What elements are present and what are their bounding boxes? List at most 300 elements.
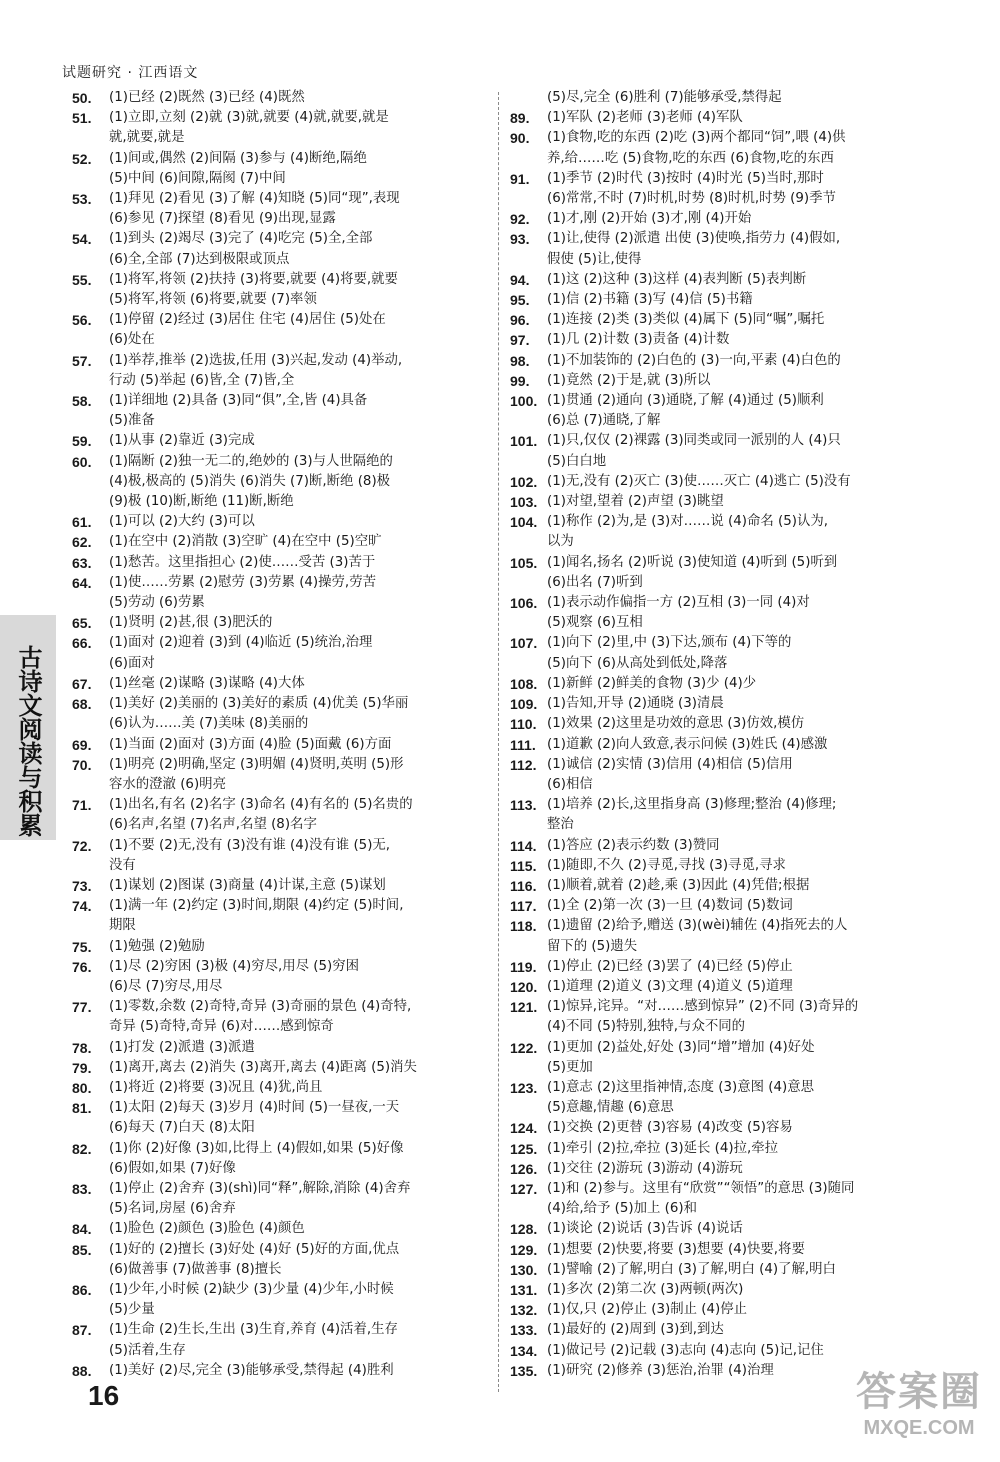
- answer-line: [72, 755, 480, 775]
- answer-line: [72, 815, 480, 835]
- answer-line: [72, 189, 480, 209]
- answer-line: [72, 1017, 480, 1037]
- answer-text: 奇异 (5)奇特,奇异 (6)对……感到惊奇: [109, 1019, 334, 1035]
- answer-line: [72, 1240, 480, 1260]
- answer-line: [72, 532, 480, 552]
- answer-line: [72, 1179, 480, 1199]
- answer-number: 97.: [510, 332, 530, 349]
- answer-line: [510, 795, 925, 815]
- answer-text: (1)已经 (2)既然 (3)已经 (4)既然: [109, 90, 305, 105]
- answer-number: 69.: [72, 736, 92, 753]
- answer-number: [510, 250, 547, 270]
- answer-number: 124.: [510, 1120, 538, 1137]
- answer-text: (4)不同 (5)特别,独特,与众不同的: [547, 1019, 746, 1035]
- answer-text: (1)向下 (2)里,中 (3)下达,颁布 (4)下等的: [547, 635, 792, 651]
- answer-line: [72, 512, 480, 532]
- answer-line: [72, 674, 480, 694]
- answer-number: [510, 1058, 547, 1078]
- answer-number: 135.: [510, 1362, 538, 1379]
- answer-text: (1)食物,吃的东西 (2)吃 (3)两个都同“饲”,喂 (4)供: [547, 130, 846, 146]
- answer-text: (1)详细地 (2)具备 (3)同“俱”,全,皆 (4)具备: [109, 393, 368, 409]
- answer-number: [72, 714, 109, 734]
- answer-text: (1)对望,望着 (2)声望 (3)眺望: [547, 494, 724, 510]
- answer-text: (1)不加装饰的 (2)白色的 (3)一向,平素 (4)白色的: [547, 352, 841, 368]
- answer-line: [510, 957, 925, 977]
- answer-text: (1)愁苦。这里指担心 (2)使……受苦 (3)苦于: [109, 554, 376, 570]
- answer-text: (5)劳动 (6)劳累: [109, 595, 205, 611]
- answer-line: [72, 310, 480, 330]
- answer-text: (1)出名,有名 (2)名字 (3)命名 (4)有名的 (5)名贵的: [109, 797, 413, 813]
- answer-line: [510, 977, 925, 997]
- answer-number: 102.: [510, 473, 538, 490]
- answer-text: (1)军队 (2)老师 (3)老师 (4)军队: [547, 110, 743, 126]
- answer-text: 以为: [547, 534, 574, 550]
- answer-number: [72, 1017, 109, 1037]
- answer-number: 116.: [510, 877, 537, 894]
- answer-line: [72, 229, 480, 249]
- answer-line: [72, 593, 480, 613]
- answer-text: (1)停留 (2)经过 (3)居住 住宅 (4)居住 (5)处在: [109, 312, 386, 328]
- answer-line: [510, 937, 925, 957]
- answer-text: (1)季节 (2)时代 (3)按时 (4)时光 (5)当时,那时: [547, 170, 824, 186]
- answer-text: (1)离开,离去 (2)消失 (3)离开,离去 (4)距离 (5)消失: [109, 1059, 417, 1075]
- answer-number: 119.: [510, 958, 537, 975]
- answer-number: 68.: [72, 696, 92, 713]
- answer-number: 88.: [72, 1362, 92, 1379]
- answer-number: 112.: [510, 756, 537, 773]
- answer-number: 66.: [72, 635, 92, 652]
- answer-text: (1)培养 (2)长,这里指身高 (3)修理;整治 (4)修理;: [547, 797, 837, 813]
- answer-text: (1)满一年 (2)约定 (3)时间,期限 (4)约定 (5)时间,: [109, 898, 404, 914]
- answer-line: [72, 128, 480, 148]
- answer-number: 92.: [510, 211, 530, 228]
- answer-line: [510, 613, 925, 633]
- answer-text: (1)和 (2)参与。这里有“欣赏”“领悟”的意思 (3)随同: [547, 1180, 855, 1196]
- answer-number: 115.: [510, 857, 537, 874]
- answer-line: [510, 351, 925, 371]
- answer-line: [72, 431, 480, 451]
- answer-number: 104.: [510, 514, 538, 531]
- page-number: 16: [88, 1380, 120, 1411]
- answer-number: 52.: [72, 150, 92, 167]
- answer-number: 128.: [510, 1221, 538, 1238]
- answer-number: 87.: [72, 1322, 92, 1339]
- answer-text: (1)竟然 (2)于是,就 (3)所以: [547, 372, 711, 388]
- answer-line: [510, 108, 925, 128]
- answer-number: 98.: [510, 352, 530, 369]
- answer-number: 74.: [72, 898, 92, 915]
- answer-text: (1)交换 (2)更替 (3)容易 (4)改变 (5)容易: [547, 1120, 793, 1136]
- answer-line: [510, 128, 925, 148]
- answer-text: (1)牵引 (2)拉,牵拉 (3)延长 (4)拉,牵拉: [547, 1140, 779, 1156]
- answer-text: (1)几 (2)计数 (3)责备 (4)计数: [547, 332, 730, 348]
- answer-line: [510, 654, 925, 674]
- answer-number: 59.: [72, 433, 92, 450]
- answer-line: [72, 1078, 480, 1098]
- answer-line: [510, 310, 925, 330]
- answer-text: (1)效果 (2)这里是功效的意思 (3)仿效,模仿: [547, 716, 805, 732]
- answer-text: (1)到头 (2)竭尽 (3)完了 (4)吃完 (5)全,全部: [109, 231, 373, 247]
- answer-line: [72, 1058, 480, 1078]
- answer-line: [72, 411, 480, 431]
- answer-line: [72, 270, 480, 290]
- answer-line: [510, 1240, 925, 1260]
- answer-line: [510, 209, 925, 229]
- answer-number: [510, 937, 547, 957]
- answer-line: [510, 916, 925, 936]
- answer-text: (4)给,给予 (5)加上 (6)和: [547, 1201, 698, 1217]
- answer-number: 90.: [510, 130, 530, 147]
- answer-line: [72, 1341, 480, 1361]
- answer-number: 117.: [510, 898, 537, 915]
- answer-text: (1)停止 (2)已经 (3)罢了 (4)已经 (5)停止: [547, 958, 793, 974]
- watermark-url: MXQE.COM: [863, 1417, 975, 1439]
- answer-text: (1)这 (2)这种 (3)这样 (4)表判断 (5)表判断: [547, 271, 807, 287]
- answer-text: (1)多次 (2)第二次 (3)两顿(两次): [547, 1281, 744, 1297]
- answer-line: [72, 836, 480, 856]
- answer-line: [510, 1038, 925, 1058]
- answer-line: [510, 876, 925, 896]
- answer-line: [510, 492, 925, 512]
- answer-text: (1)少年,小时候 (2)缺少 (3)少量 (4)少年,小时候: [109, 1281, 394, 1297]
- answer-line: [72, 1260, 480, 1280]
- answer-text: (1)做记号 (2)记载 (3)志向 (4)志向 (5)记,记住: [547, 1342, 824, 1358]
- answer-text: (5)向下 (6)从高处到低处,降落: [547, 655, 728, 671]
- answer-line: [72, 856, 480, 876]
- answer-number: 77.: [72, 999, 92, 1016]
- answer-text: (6)做善事 (7)做善事 (8)擅长: [109, 1261, 282, 1277]
- answer-line: [72, 997, 480, 1017]
- watermark: [856, 1360, 982, 1440]
- answer-text: (1)只,仅仅 (2)裸露 (3)同类或同一派别的人 (4)只: [547, 433, 841, 449]
- answer-number: [510, 452, 547, 472]
- answer-number: 80.: [72, 1079, 92, 1096]
- answer-line: [72, 351, 480, 371]
- answer-text: (1)让,使得 (2)派遣 出使 (3)使唤,指劳力 (4)假如,: [547, 231, 841, 247]
- answer-number: 63.: [72, 554, 92, 571]
- answer-text: (1)美好 (2)尽,完全 (3)能够承受,禁得起 (4)胜利: [109, 1362, 394, 1378]
- answer-text: (1)才,刚 (2)开始 (3)才,刚 (4)开始: [547, 211, 752, 227]
- answer-number: 65.: [72, 615, 92, 632]
- answer-number: 62.: [72, 534, 92, 551]
- answer-text: (1)隔断 (2)独一无二的,绝妙的 (3)与人世隔绝的: [109, 453, 393, 469]
- answer-line: [72, 633, 480, 653]
- answer-line: [510, 250, 925, 270]
- answer-number: 64.: [72, 574, 92, 591]
- answer-line: [510, 270, 925, 290]
- answer-text: (6)假如,如果 (7)好像: [109, 1160, 236, 1176]
- answer-line: [510, 1219, 925, 1239]
- answer-line: [510, 735, 925, 755]
- answer-text: (1)仅,只 (2)停止 (3)制止 (4)停止: [547, 1302, 748, 1318]
- answer-text: (5)观察 (6)互相: [547, 615, 643, 631]
- answer-line: [72, 775, 480, 795]
- answer-number: [72, 492, 109, 512]
- answer-text: (1)谋划 (2)图谋 (3)商量 (4)计谋,主意 (5)谋划: [109, 877, 386, 893]
- answer-number: 76.: [72, 958, 92, 975]
- answer-number: 84.: [72, 1221, 92, 1238]
- answer-text: (1)贤明 (2)甚,很 (3)肥沃的: [109, 615, 273, 631]
- answer-number: 53.: [72, 191, 92, 208]
- answer-number: [72, 128, 109, 148]
- answer-line: [510, 1320, 925, 1340]
- answer-line: [510, 1058, 925, 1078]
- answer-line: [72, 250, 480, 270]
- answer-line: [72, 896, 480, 916]
- answer-line: [72, 1300, 480, 1320]
- answer-line: [510, 896, 925, 916]
- answer-text: (1)将近 (2)将要 (3)况且 (4)犹,尚且: [109, 1079, 323, 1095]
- answer-line: [510, 1139, 925, 1159]
- answer-number: 122.: [510, 1039, 538, 1056]
- answer-number: [510, 532, 547, 552]
- answer-line: [510, 815, 925, 835]
- answer-number: 100.: [510, 393, 538, 410]
- right-column: [510, 88, 925, 1381]
- answer-text: (1)举荐,推举 (2)选拔,任用 (3)兴起,发动 (4)举动,: [109, 352, 403, 368]
- answer-text: (5)名词,房屋 (6)舍弃: [109, 1201, 236, 1217]
- answer-text: (6)出名 (7)听到: [547, 574, 643, 590]
- answer-number: 118.: [510, 918, 537, 935]
- answer-number: [510, 1199, 547, 1219]
- answer-text: (1)你 (2)好像 (3)如,比得上 (4)假如,如果 (5)好像: [109, 1140, 404, 1156]
- answer-number: 99.: [510, 372, 530, 389]
- answer-text: (1)美好 (2)美丽的 (3)美好的素质 (4)优美 (5)华丽: [109, 696, 409, 712]
- answer-number: [72, 1199, 109, 1219]
- answer-line: [72, 613, 480, 633]
- answer-number: [72, 209, 109, 229]
- answer-line: [72, 492, 480, 512]
- answer-line: [510, 472, 925, 492]
- answer-line: [72, 1361, 480, 1381]
- answer-number: 79.: [72, 1059, 92, 1076]
- answer-line: [510, 1179, 925, 1199]
- answer-line: [72, 916, 480, 936]
- answer-text: (5)将军,将领 (6)将要,就要 (7)率领: [109, 292, 317, 308]
- answer-number: [72, 330, 109, 350]
- answer-text: 期限: [109, 918, 136, 934]
- answer-line: [72, 1118, 480, 1138]
- answer-number: [72, 856, 109, 876]
- answer-line: [510, 694, 925, 714]
- answer-number: [72, 977, 109, 997]
- answer-text: (1)拜见 (2)看见 (3)了解 (4)知晓 (5)同“现”,表现: [109, 191, 400, 207]
- answer-line: [510, 431, 925, 451]
- answer-line: [72, 714, 480, 734]
- answer-text: (6)常常,不时 (7)时机,时势 (8)时机,时势 (9)季节: [547, 191, 836, 207]
- answer-number: 109.: [510, 696, 538, 713]
- answer-line: [72, 1320, 480, 1340]
- answer-text: (1)顺着,就着 (2)趁,乘 (3)因此 (4)凭借;根据: [547, 877, 810, 893]
- answer-number: 129.: [510, 1241, 538, 1258]
- answer-line: [510, 1199, 925, 1219]
- answer-number: 130.: [510, 1261, 538, 1278]
- answer-number: [510, 573, 547, 593]
- answer-text: (6)参见 (7)探望 (8)看见 (9)出现,显露: [109, 211, 336, 227]
- answer-text: (9)极 (10)断,断绝 (11)断,断绝: [109, 494, 294, 510]
- left-column: [72, 88, 480, 1381]
- answer-text: (6)相信: [547, 776, 593, 792]
- answer-text: (6)尽 (7)穷尽,用尽: [109, 978, 223, 994]
- answer-line: [72, 694, 480, 714]
- answer-number: 121.: [510, 999, 538, 1016]
- answer-number: 111.: [510, 736, 536, 753]
- answer-line: [510, 169, 925, 189]
- answer-text: 整治: [547, 817, 574, 833]
- answer-number: 110.: [510, 716, 537, 733]
- answer-number: 89.: [510, 110, 530, 127]
- answer-number: [72, 411, 109, 431]
- answer-number: 107.: [510, 635, 538, 652]
- answer-line: [72, 937, 480, 957]
- answer-line: [510, 997, 925, 1017]
- answer-number: 67.: [72, 675, 92, 692]
- answer-number: [72, 472, 109, 492]
- answer-number: 114.: [510, 837, 537, 854]
- answer-number: [510, 189, 547, 209]
- answer-text: (5)更加: [547, 1059, 593, 1075]
- answer-line: [510, 88, 925, 108]
- answer-number: [510, 775, 547, 795]
- answer-text: (1)间或,偶然 (2)间隔 (3)参与 (4)断绝,隔绝: [109, 150, 367, 166]
- answer-number: 127.: [510, 1180, 538, 1197]
- answer-text: 假使 (5)让,使得: [547, 251, 642, 267]
- answer-number: 72.: [72, 837, 92, 854]
- answer-text: (1)交往 (2)游玩 (3)游动 (4)游玩: [547, 1160, 743, 1176]
- answer-line: [72, 290, 480, 310]
- answer-number: 126.: [510, 1160, 538, 1177]
- answer-line: [510, 1098, 925, 1118]
- answer-text: (6)处在: [109, 332, 155, 348]
- answer-number: 83.: [72, 1180, 92, 1197]
- answer-text: (1)生命 (2)生长,生出 (3)生育,养育 (4)活着,生存: [109, 1322, 398, 1338]
- running-header: 试题研究 · 江西语文: [62, 65, 199, 81]
- answer-number: [72, 290, 109, 310]
- answer-line: [510, 512, 925, 532]
- answer-text: (5)白白地: [547, 453, 607, 469]
- answer-text: (5)尽,完全 (6)胜利 (7)能够承受,禁得起: [547, 90, 782, 105]
- answer-text: (1)全 (2)第一次 (3)一旦 (4)数词 (5)数词: [547, 898, 793, 914]
- answer-text: (6)每天 (7)白天 (8)太阳: [109, 1120, 255, 1136]
- answer-text: (1)面对 (2)迎着 (3)到 (4)临近 (5)统治,治理: [109, 635, 373, 651]
- answer-line: [510, 856, 925, 876]
- answer-number: [510, 613, 547, 633]
- answer-number: 108.: [510, 675, 538, 692]
- answer-number: [72, 1300, 109, 1320]
- answer-number: [72, 916, 109, 936]
- answer-text: (1)在空中 (2)消散 (3)空旷 (4)在空中 (5)空旷: [109, 534, 382, 550]
- answer-text: (5)少量: [109, 1302, 155, 1318]
- answer-number: 105.: [510, 554, 538, 571]
- answer-line: [510, 714, 925, 734]
- answer-line: [72, 1139, 480, 1159]
- answer-number: 85.: [72, 1241, 92, 1258]
- answer-line: [72, 1199, 480, 1219]
- answer-text: (1)脸色 (2)颜色 (3)脸色 (4)颜色: [109, 1221, 305, 1237]
- answer-text: (1)太阳 (2)每天 (3)岁月 (4)时间 (5)一昼夜,一天: [109, 1100, 400, 1116]
- answer-text: (5)活着,生存: [109, 1342, 186, 1358]
- answer-line: [72, 391, 480, 411]
- answer-text: (1)惊异,诧异。“对……感到惊异” (2)不同 (3)奇异的: [547, 999, 859, 1015]
- answer-number: [72, 654, 109, 674]
- answer-text: 养,给……吃 (5)食物,吃的东西 (6)食物,吃的东西: [547, 150, 834, 166]
- answer-number: 57.: [72, 352, 92, 369]
- answer-number: 86.: [72, 1281, 92, 1298]
- answer-text: (1)立即,立刻 (2)就 (3)就,就要 (4)就,就要,就是: [109, 110, 389, 126]
- answer-line: [72, 452, 480, 472]
- answer-text: (5)中间 (6)间隙,隔阂 (7)中间: [109, 170, 286, 186]
- answer-number: 54.: [72, 231, 92, 248]
- answer-text: (1)尽 (2)穷困 (3)极 (4)穷尽,用尽 (5)穷困: [109, 958, 360, 974]
- answer-line: [72, 876, 480, 896]
- answer-number: [510, 88, 547, 108]
- answer-number: [510, 1017, 547, 1037]
- answer-text: (1)道理 (2)道义 (3)文理 (4)道义 (5)道理: [547, 978, 793, 994]
- answer-number: [510, 1098, 547, 1118]
- answer-number: [510, 149, 547, 169]
- answer-number: 134.: [510, 1342, 538, 1359]
- answer-text: (1)打发 (2)派遣 (3)派遣: [109, 1039, 255, 1055]
- answer-text: (5)准备: [109, 413, 155, 429]
- answer-text: (1)当面 (2)面对 (3)方面 (4)脸 (5)面戴 (6)方面: [109, 736, 392, 752]
- answer-number: 78.: [72, 1039, 92, 1056]
- answer-number: 61.: [72, 514, 92, 531]
- answer-number: [72, 1159, 109, 1179]
- answer-text: (1)告知,开导 (2)通晓 (3)清晨: [547, 696, 724, 712]
- answer-number: [72, 1118, 109, 1138]
- answer-number: [72, 169, 109, 189]
- answer-text: (1)新鲜 (2)鲜美的食物 (3)少 (4)少: [547, 675, 757, 691]
- answer-number: 123.: [510, 1079, 538, 1096]
- answer-number: 120.: [510, 978, 538, 995]
- answer-line: [510, 1118, 925, 1138]
- answer-text: 留下的 (5)遗失: [547, 938, 638, 954]
- answer-text: (1)将军,将领 (2)扶持 (3)将要,就要 (4)将要,就要: [109, 271, 398, 287]
- answer-text: (1)随即,不久 (2)寻觅,寻找 (3)寻觅,寻求: [547, 857, 786, 873]
- answer-line: [510, 755, 925, 775]
- answer-line: [510, 1260, 925, 1280]
- answer-text: (1)表示动作偏指一方 (2)互相 (3)一同 (4)对: [547, 595, 810, 611]
- answer-line: [510, 411, 925, 431]
- answer-line: [72, 169, 480, 189]
- answer-text: (1)从事 (2)靠近 (3)完成: [109, 433, 255, 449]
- answer-text: (1)勉强 (2)勉励: [109, 938, 205, 954]
- answer-number: 55.: [72, 271, 92, 288]
- answer-number: [72, 815, 109, 835]
- answer-text: (1)丝毫 (2)谋略 (3)谋略 (4)大体: [109, 675, 305, 691]
- answer-number: [72, 1260, 109, 1280]
- answer-text: (1)称作 (2)为,是 (3)对……说 (4)命名 (5)认为,: [547, 514, 829, 530]
- answer-number: 131.: [510, 1281, 538, 1298]
- answer-number: [72, 1341, 109, 1361]
- answer-number: 101.: [510, 433, 538, 450]
- answer-number: 56.: [72, 312, 92, 329]
- answer-line: [72, 108, 480, 128]
- answer-line: [510, 573, 925, 593]
- answer-number: 94.: [510, 271, 530, 288]
- answer-number: 73.: [72, 877, 92, 894]
- answer-number: 93.: [510, 231, 530, 248]
- answer-text: (1)答应 (2)表示约数 (3)赞同: [547, 837, 720, 853]
- answer-text: 没有: [109, 857, 136, 873]
- answer-text: (1)譬喻 (2)了解,明白 (3)了解,明白 (4)了解,明白: [547, 1261, 836, 1277]
- answer-text: (1)最好的 (2)周到 (3)到,到达: [547, 1322, 724, 1338]
- answer-number: 58.: [72, 393, 92, 410]
- answer-text: (1)闻名,扬名 (2)听说 (3)使知道 (4)听到 (5)听到: [547, 554, 838, 570]
- answer-line: [510, 290, 925, 310]
- answer-line: [510, 149, 925, 169]
- answer-line: [510, 1341, 925, 1361]
